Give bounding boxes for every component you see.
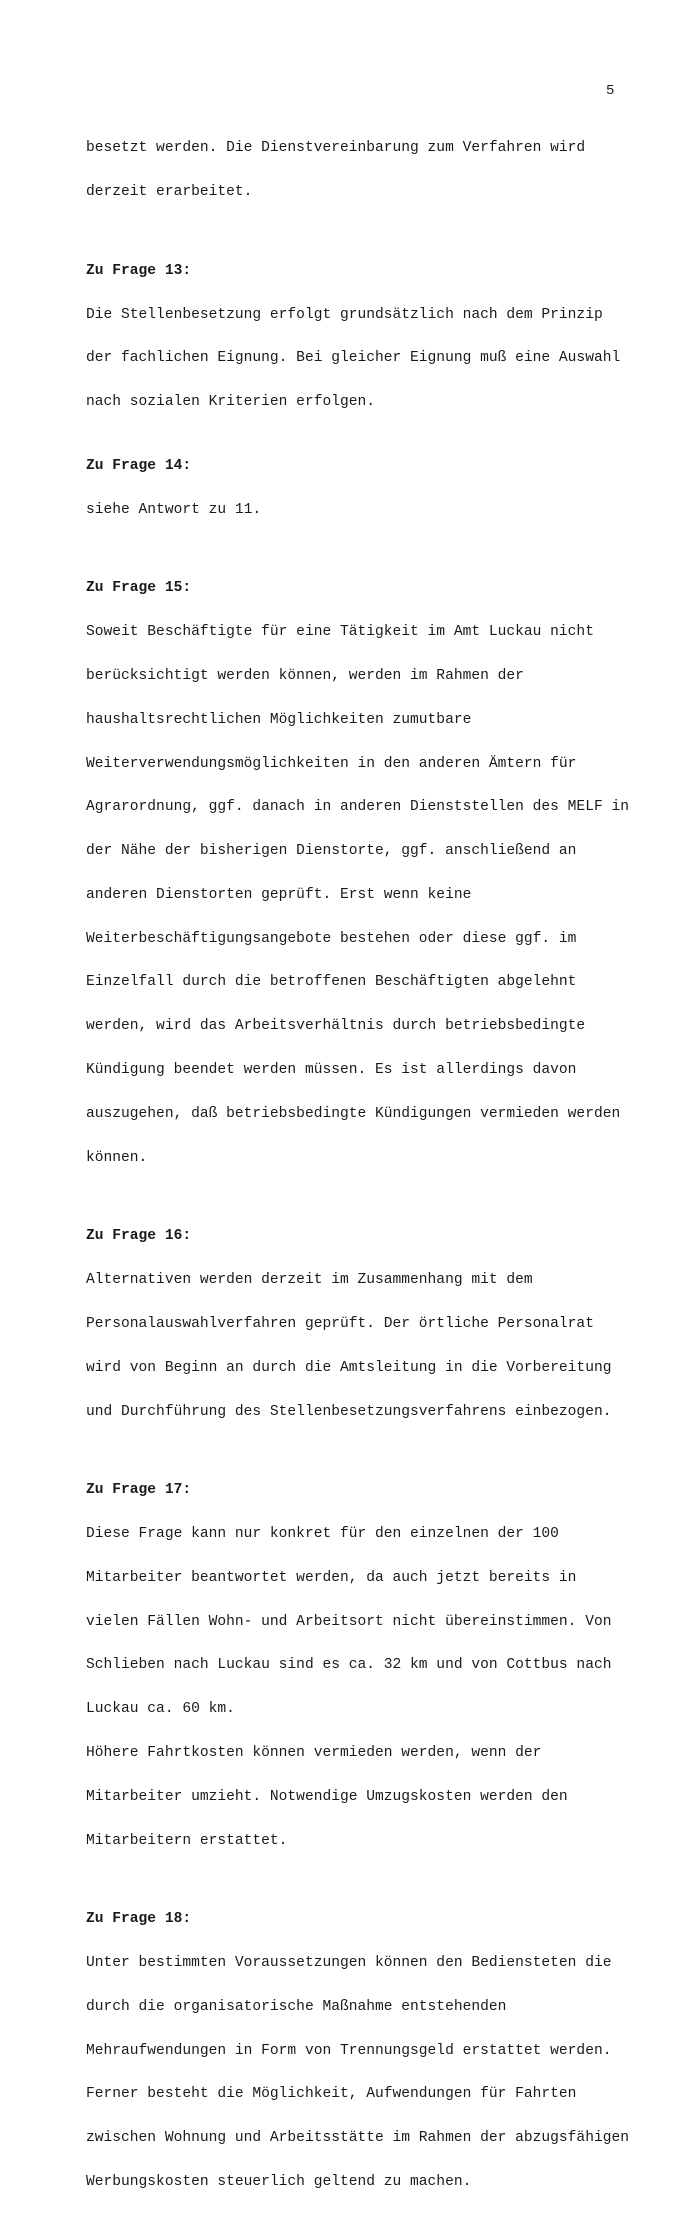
section-heading: Zu Frage 17: <box>86 1482 192 1499</box>
section-frage-13 <box>86 264 646 439</box>
section-heading: Zu Frage 14: <box>86 457 192 474</box>
text-line: Mehraufwendungen in Form von Trennungsgeld erstattet werden. <box>86 2042 612 2059</box>
text-line: durch die organisatorische Maßnahme entstehenden <box>86 1998 507 2015</box>
section-frage-17 <box>86 1483 646 1877</box>
section-frage-15 <box>86 581 646 1194</box>
section-heading: Zu Frage 15: <box>86 580 192 597</box>
text-line: werden, wird das Arbeitsverhältnis durch betriebsbedingte <box>86 1018 586 1035</box>
text-line: Werbungskosten steuerlich geltend zu machen. <box>86 2174 472 2190</box>
section-frage-18 <box>86 1912 646 2218</box>
text-line: vielen Fällen Wohn- und Arbeitsort nicht übereinstimmen. Von <box>86 1613 612 1630</box>
text-line: Einzelfall durch die betroffenen Beschäftigten abgelehnt <box>86 974 577 991</box>
section-paragraph <box>86 596 646 1194</box>
text-line: Mitarbeitern erstattet. <box>86 1832 288 1849</box>
text-line: anderen Dienstorten geprüft. Erst wenn keine <box>86 886 472 903</box>
text-line: besetzt werden. Die Dienstvereinbarung zum Verfahren wird <box>86 140 586 157</box>
text-line: Luckau ca. 60 km. <box>86 1701 235 1718</box>
text-line: Agrarordnung, ggf. danach in anderen Dienststellen des MELF in <box>86 799 629 816</box>
text-line: Die Stellenbesetzung erfolgt grundsätzlich nach dem Prinzip <box>86 306 603 323</box>
text-line: Mitarbeiter umzieht. Notwendige Umzugskosten werden den <box>86 1788 568 1805</box>
section-frage-14 <box>86 459 646 547</box>
section-heading: Zu Frage 13: <box>86 262 192 279</box>
text-line: Höhere Fahrtkosten können vermieden werden, wenn der <box>86 1744 542 1761</box>
section-paragraph <box>86 1498 646 1877</box>
section-frage-16 <box>86 1229 646 1448</box>
text-line: der Nähe der bisherigen Dienstorte, ggf. anschließend an <box>86 843 577 860</box>
text-line: Personalauswahlverfahren geprüft. Der örtliche Personalrat <box>86 1315 594 1332</box>
page-number: 5 <box>606 83 615 99</box>
section-paragraph <box>86 1244 646 1448</box>
text-line: derzeit erarbeitet. <box>86 183 253 200</box>
text-line: Kündigung beendet werden müssen. Es ist allerdings davon <box>86 1062 577 1079</box>
text-line: Mitarbeiter beantwortet werden, da auch jetzt bereits in <box>86 1569 577 1586</box>
text-line: Unter bestimmten Voraussetzungen können den Bediensteten die <box>86 1955 612 1972</box>
text-line: wird von Beginn an durch die Amtsleitung in die Vorbereitung <box>86 1359 612 1376</box>
text-line: haushaltsrechtlichen Möglichkeiten zumutbare <box>86 711 472 728</box>
section-heading: Zu Frage 18: <box>86 1911 192 1928</box>
text-line: können. <box>86 1149 148 1166</box>
text-line: berücksichtigt werden können, werden im Rahmen der <box>86 668 524 684</box>
section-paragraph <box>86 1927 646 2219</box>
text-line: auszugehen, daß betriebsbedingte Kündigungen vermieden werden <box>86 1105 621 1122</box>
text-line: zwischen Wohnung und Arbeitsstätte im Rahmen der abzugsfähigen <box>86 2130 629 2147</box>
intro-paragraph <box>86 112 646 229</box>
text-line: Soweit Beschäftigte für eine Tätigkeit im Amt Luckau nicht <box>86 624 594 641</box>
text-line: Alternativen werden derzeit im Zusammenhang mit dem <box>86 1272 533 1289</box>
section-paragraph <box>86 278 646 439</box>
text-line: Schlieben nach Luckau sind es ca. 32 km und von Cottbus nach <box>86 1657 612 1674</box>
text-line: Diese Frage kann nur konkret für den einzelnen der 100 <box>86 1526 559 1543</box>
text-line: Weiterbeschäftigungsangebote bestehen oder diese ggf. im <box>86 930 577 947</box>
section-heading: Zu Frage 16: <box>86 1228 192 1245</box>
text-line: und Durchführung des Stellenbesetzungsverfahrens einbezogen. <box>86 1403 612 1420</box>
text-line: Ferner besteht die Möglichkeit, Aufwendungen für Fahrten <box>86 2086 577 2103</box>
document-body <box>86 112 646 2219</box>
text-line: nach sozialen Kriterien erfolgen. <box>86 394 376 411</box>
text-line: Weiterverwendungsmöglichkeiten in den anderen Ämtern für <box>86 755 577 772</box>
text-line: siehe Antwort zu 11. <box>86 501 262 518</box>
text-line: der fachlichen Eignung. Bei gleicher Eignung muß eine Auswahl <box>86 350 621 367</box>
section-paragraph <box>86 473 646 546</box>
